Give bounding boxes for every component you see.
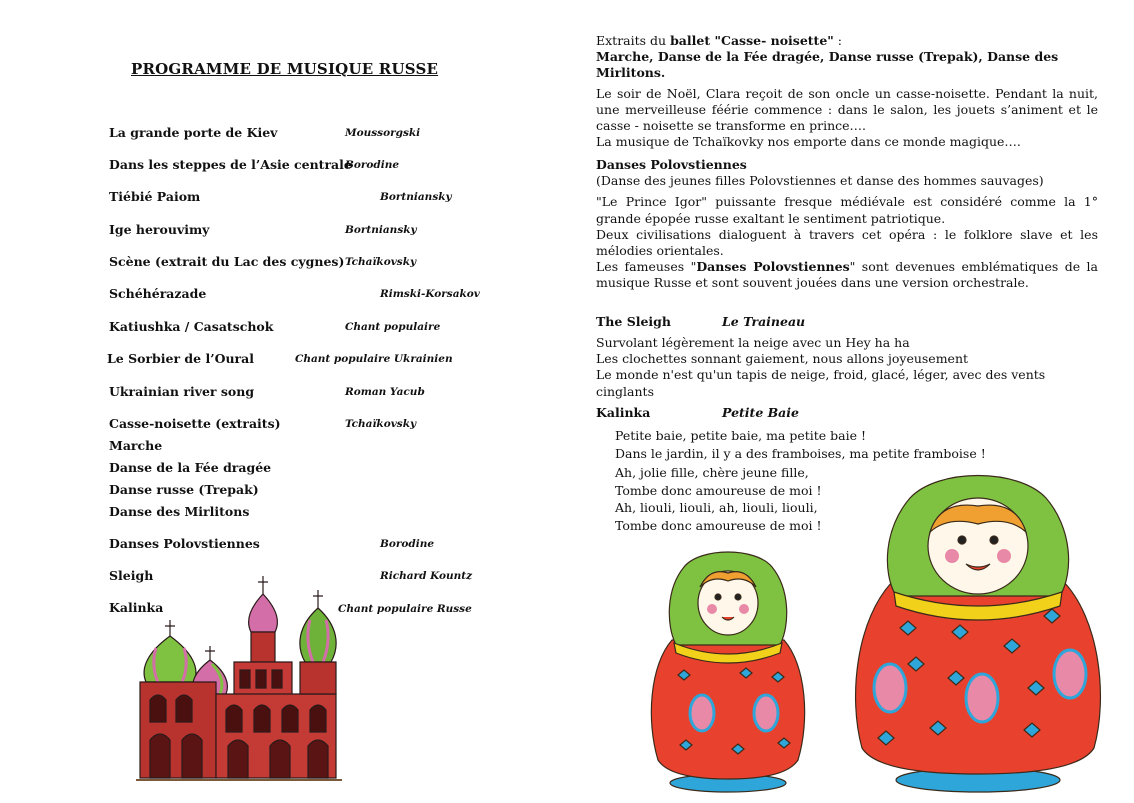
- program-item-composer: Chant populaire Russe: [338, 603, 472, 615]
- program-item-composer: Borodine: [345, 159, 400, 171]
- sleigh-lyrics: [596, 335, 1098, 400]
- casse-pieces: Marche, Danse de la Fée dragée, Danse russe (Trepak), Danse des Mirlitons.: [596, 49, 1059, 81]
- program-item-composer: Tchaïkovsky: [345, 256, 417, 268]
- polovtsian-p3-bold: Danses Polovstiennes: [696, 259, 850, 275]
- program-item-composer: Chant populaire Ukrainien: [295, 353, 453, 365]
- program-item-name: Ukrainian river song: [109, 384, 255, 399]
- casse-intro: Extraits du: [596, 33, 671, 48]
- sleigh-title: The Sleigh: [596, 314, 671, 329]
- large-matryoshka-drawing: [848, 468, 1110, 798]
- casse-story: Le soir de Noël, Clara reçoit de son oncle un casse-noisette. Pendant la nuit, une merveilleuse féérie commence : dans le salon, les jouets s’animent et le casse - noisette se transforme en prince….: [596, 85, 1098, 134]
- sleigh-line: Survolant légèrement la neige avec un Hey ha ha: [596, 335, 910, 350]
- program-item-name: Sleigh: [109, 568, 154, 583]
- program-subitem: Marche: [109, 438, 163, 453]
- program-item-composer: Bortniansky: [345, 224, 417, 236]
- casse-noisette-section: [596, 33, 1098, 150]
- kalinka-verse-1: [615, 427, 986, 462]
- kalinka-french-title: Petite Baie: [722, 405, 799, 420]
- polovtsian-section: [596, 157, 1098, 292]
- casse-colon: :: [833, 33, 842, 48]
- polovtsian-p2: Deux civilisations dialoguent à travers cet opéra : le folklore slave et les mélodies orientales.: [596, 226, 1098, 259]
- kalinka-line: Dans le jardin, il y a des framboises, ma petite framboise !: [615, 445, 986, 461]
- program-item-composer: Roman Yacub: [345, 386, 425, 398]
- polovtsian-subtitle: (Danse des jeunes filles Polovstiennes et danse des hommes sauvages): [596, 173, 1044, 189]
- program-item-composer: Borodine: [380, 538, 435, 550]
- program-item-composer: Moussorgski: [345, 127, 421, 139]
- program-item-name: Kalinka: [109, 600, 164, 615]
- program-item-name: La grande porte de Kiev: [109, 125, 278, 140]
- program-item-name: Scène (extrait du Lac des cygnes): [109, 254, 345, 269]
- program-item-name: Schéhérazade: [109, 286, 207, 301]
- program-item-name: Katiushka / Casatschok: [109, 319, 274, 334]
- kalinka-line: Tombe donc amoureuse de moi !: [615, 482, 822, 498]
- program-item-composer: Rimski-Korsakov: [380, 288, 480, 300]
- sleigh-line: Les clochettes sonnant gaiement, nous allons joyeusement: [596, 351, 969, 367]
- kalinka-line: Tombe donc amoureuse de moi !: [615, 517, 822, 533]
- polovtsian-title: Danses Polovstiennes: [596, 157, 747, 172]
- small-matryoshka-drawing: [640, 545, 820, 795]
- polovtsian-p3: [596, 259, 1098, 291]
- program-item-composer: Tchaïkovsky: [345, 418, 417, 430]
- program-item-name: Danses Polovstiennes: [109, 536, 260, 551]
- polovtsian-p1: "Le Prince Igor" puissante fresque médiévale est considéré comme la 1° grande épopée russe exaltant le sentiment patriotique.: [596, 194, 1098, 226]
- kalinka-line: Ah, liouli, liouli, ah, liouli, liouli,: [615, 500, 818, 515]
- program-item-composer: Richard Kountz: [380, 570, 473, 582]
- sleigh-french-title: Le Traineau: [722, 314, 806, 329]
- casse-magic: La musique de Tchaïkovky nos emporte dans ce monde magique….: [596, 134, 1021, 150]
- program-item-name: Tiébié Paiom: [109, 189, 201, 204]
- program-item-name: Dans les steppes de l’Asie centrale: [109, 157, 352, 172]
- sleigh-line: Le monde n'est qu'un tapis de neige, froid, glacé, léger, avec des vents cinglants: [596, 367, 1046, 399]
- kalinka-title: Kalinka: [596, 405, 651, 420]
- program-item-composer: Chant populaire: [345, 321, 441, 333]
- polovtsian-p3-start: Les fameuses ": [596, 259, 697, 275]
- casse-ballet-title: ballet "Casse- noisette": [670, 33, 834, 48]
- program-item-composer: Bortniansky: [380, 191, 452, 203]
- kalinka-line: Petite baie, petite baie, ma petite baie !: [615, 428, 867, 443]
- cathedral-drawing: [130, 570, 360, 790]
- program-item-name: Ige herouvimy: [109, 222, 210, 237]
- program-subitem: Danse russe (Trepak): [109, 482, 259, 497]
- kalinka-verse-2: [615, 464, 822, 534]
- program-subitem: Danse des Mirlitons: [109, 504, 250, 519]
- polovtsian-p3-end: " sont devenues emblématiques de la musique Russe et sont souvent jouées dans une version orchestrale.: [596, 259, 1098, 291]
- program-item-name: Le Sorbier de l’Oural: [107, 351, 254, 366]
- program-item-name: Casse-noisette (extraits): [109, 416, 281, 431]
- program-subitem: Danse de la Fée dragée: [109, 460, 272, 475]
- page-title: PROGRAMME DE MUSIQUE RUSSE: [131, 60, 439, 78]
- kalinka-line: Ah, jolie fille, chère jeune fille,: [615, 465, 809, 480]
